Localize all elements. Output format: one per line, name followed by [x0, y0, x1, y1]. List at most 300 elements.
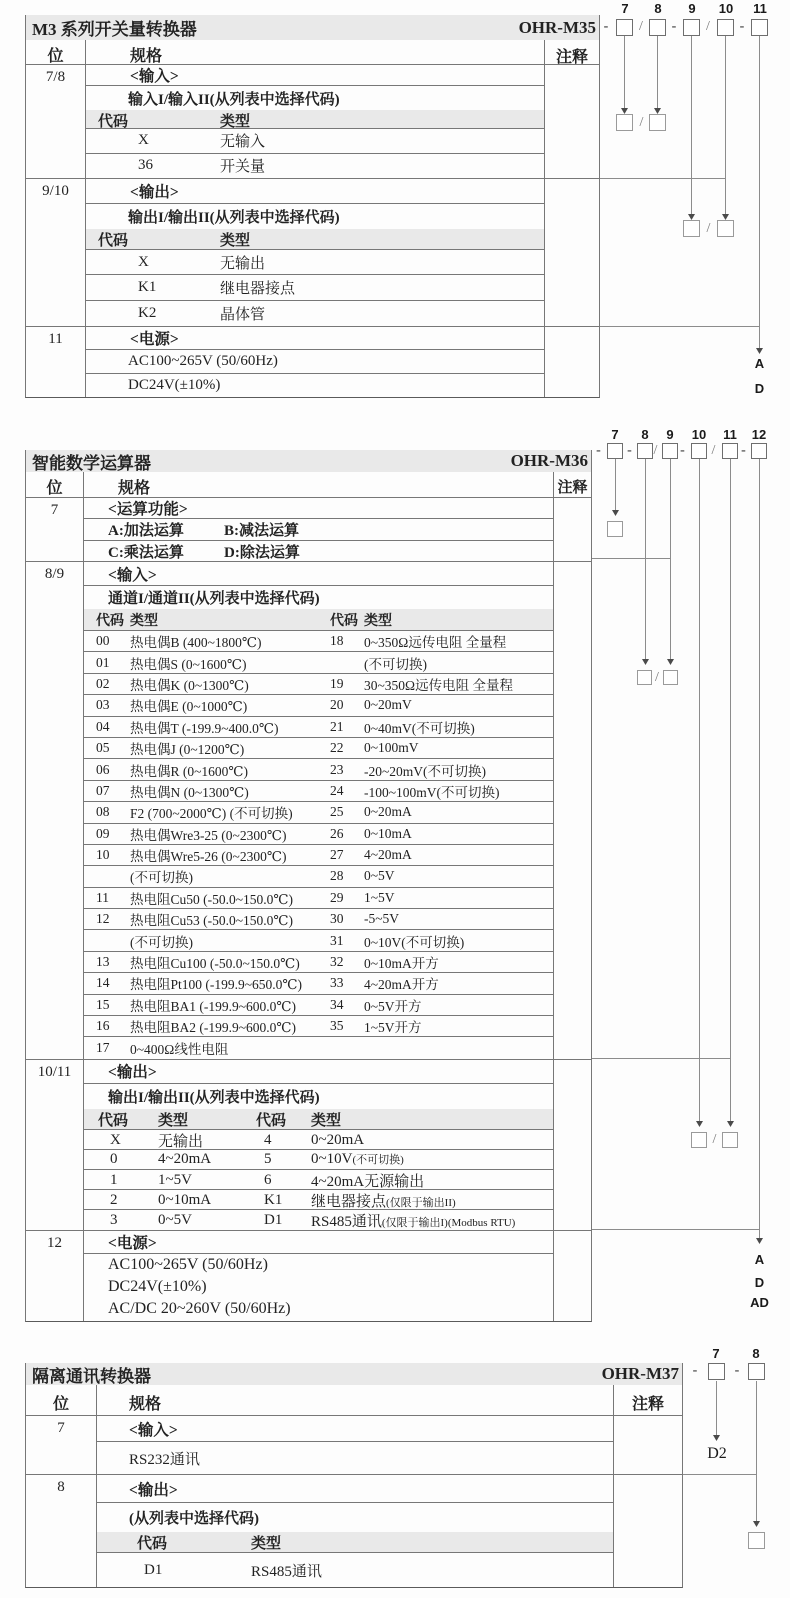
type-value: [130, 631, 330, 651]
code-list: [86, 250, 544, 326]
code-value: [96, 975, 130, 991]
cell-text: 0~10mA: [158, 1191, 212, 1208]
cell-text: (不可切换): [130, 934, 193, 950]
code-row: [97, 1553, 613, 1587]
code-value: [96, 697, 130, 713]
type-value: [311, 1190, 553, 1211]
code-value: [96, 676, 130, 692]
pair-separator: /: [655, 670, 659, 685]
code-value: [98, 254, 220, 271]
cell-text: 20: [330, 697, 344, 713]
model-code: OHR-M35: [518, 17, 596, 37]
cell-text: 热电阻Pt100 (-199.9~650.0℃): [130, 977, 303, 993]
type-value: [130, 738, 330, 758]
type-value: [311, 1170, 553, 1191]
cell-text: 02: [96, 675, 110, 691]
cell-text: 5: [264, 1150, 272, 1167]
cell-text: 热电偶E (0~1000℃): [130, 699, 248, 715]
code-value: [330, 890, 364, 906]
digit-position-label: 7: [621, 1, 629, 16]
code-value: [330, 1018, 364, 1034]
cell-text: -20~20mV(不可切换): [364, 763, 487, 779]
type-value: [158, 1130, 256, 1151]
arrowheads: [612, 108, 763, 1527]
code-value: [96, 719, 130, 735]
code-row: [84, 824, 553, 845]
code-row: [84, 631, 553, 652]
code-digit-box: [637, 443, 653, 459]
type-value: [364, 826, 553, 842]
code-separator: -: [692, 1363, 698, 1378]
type-col-label: 类型: [364, 613, 392, 629]
code-row: [84, 930, 553, 951]
cell-text: 01: [96, 654, 110, 670]
code-digit-box: [751, 19, 768, 36]
type-value: [130, 802, 330, 822]
cell-text: 0~5V: [364, 868, 395, 884]
type-value: [364, 1016, 553, 1036]
power-option: AC/DC 20~260V (50/60Hz): [108, 1300, 291, 1318]
type-value: [220, 277, 544, 298]
code-row: [84, 995, 553, 1016]
section-output: [26, 1059, 591, 1230]
code-value: [330, 633, 364, 649]
type-value: [130, 1038, 330, 1058]
cell-text: 28: [330, 868, 344, 884]
code-value: [98, 132, 220, 149]
code-digit-box: [616, 19, 633, 36]
code-value: [96, 783, 130, 799]
function-row: [84, 519, 553, 541]
cell-text: 18: [330, 633, 344, 649]
table-m35-titlebar: [26, 15, 599, 40]
section-desc: 输出I/输出II(从列表中选择代码): [108, 1089, 320, 1106]
code-row: [86, 301, 544, 326]
code-separator: -: [734, 1363, 740, 1378]
code-row: [84, 652, 553, 673]
section-pos: 12: [26, 1231, 84, 1321]
col-header-note: 注释: [613, 1385, 682, 1415]
code-row: [84, 802, 553, 823]
code-value: [96, 954, 130, 970]
section-power: [26, 326, 599, 397]
power-code-label: A: [754, 356, 765, 371]
type-value: [364, 697, 553, 713]
cell-text: 34: [330, 996, 344, 1012]
cell-text: 0~10V: [311, 1150, 353, 1167]
type-col-label: 类型: [311, 1112, 342, 1129]
code-value: [98, 305, 220, 322]
code-value: [96, 847, 130, 863]
cell-text: K1: [264, 1191, 283, 1208]
power-code-label: AD: [750, 1295, 769, 1310]
type-value: [130, 866, 330, 886]
note-cell: [544, 179, 599, 326]
type-value: [130, 888, 330, 908]
code-col-label: 代码: [330, 613, 358, 629]
cell-text: 1: [110, 1171, 118, 1188]
type-value: [364, 868, 553, 884]
cell-text: 热电偶S (0~1600℃): [130, 656, 247, 672]
type-col-label: 类型: [220, 233, 251, 249]
type-value: [130, 781, 330, 801]
section-desc: 输出I/输出II(从列表中选择代码): [128, 210, 340, 226]
column-header-row: [26, 472, 591, 497]
function-option: D:除法运算: [224, 545, 300, 561]
cell-text: 1~5V: [364, 889, 395, 905]
code-row: [84, 1130, 553, 1150]
code-target-box: [607, 521, 623, 537]
code-value: [98, 279, 220, 296]
code-list-header: [86, 229, 544, 250]
code-row: [84, 738, 553, 759]
col-header-note: 注释: [544, 40, 599, 64]
code-target-box: [691, 1132, 707, 1148]
section-pos: 7: [26, 498, 84, 561]
code-separator: -: [680, 443, 685, 458]
col-header-pos: 位: [26, 40, 86, 64]
cell-text: 14: [96, 975, 110, 991]
code-value: [330, 954, 364, 970]
section-pos: 8: [26, 1475, 97, 1587]
model-code: OHR-M36: [510, 451, 588, 470]
cell-text: 开关量: [220, 159, 266, 176]
cell-text: -5~5V: [364, 911, 400, 927]
table-m36-titlebar: [26, 450, 591, 472]
code-row: [84, 1210, 553, 1230]
section-tag: <输入>: [86, 65, 544, 86]
code-row: [84, 1037, 553, 1058]
table-m37: [25, 1363, 683, 1588]
function-option: B:减法运算: [224, 523, 300, 539]
section-input: [26, 64, 599, 178]
section-tag: <电源>: [86, 327, 544, 350]
cell-text: 2: [110, 1191, 118, 1208]
type-value: [220, 252, 544, 273]
digit-position-label: 9: [688, 1, 696, 16]
cell-text: 27: [330, 847, 344, 863]
type-value: [251, 1560, 613, 1581]
note-cell: [544, 65, 599, 178]
type-value: [364, 890, 553, 906]
code-value: [330, 933, 364, 949]
function-option: A:加法运算: [108, 523, 184, 539]
code-target-box: [683, 220, 700, 237]
code-digit-box: [662, 443, 678, 459]
power-option: AC100~265V (50/60Hz): [86, 350, 544, 374]
section-pos: 7/8: [26, 65, 86, 178]
type-value: [130, 973, 330, 993]
cell-text: X: [138, 132, 149, 149]
section-tag: <输出>: [84, 1060, 553, 1084]
cell-text: 热电偶T (-199.9~400.0℃): [130, 720, 279, 736]
type-col-label: 类型: [130, 613, 158, 629]
cell-text: 热电阻Cu100 (-50.0~150.0℃): [130, 956, 300, 972]
code-row: [84, 845, 553, 866]
digit-position-label: 9: [666, 427, 674, 442]
section-tag: <运算功能>: [84, 498, 553, 519]
cell-text: 无输入: [220, 134, 266, 151]
cell-text: 11: [96, 889, 109, 905]
input-code-label: D2: [707, 1445, 727, 1462]
table-m35: [25, 15, 600, 398]
code-row: [84, 759, 553, 780]
cell-text: K1: [138, 278, 157, 295]
cell-text: 4~20mA: [364, 847, 412, 863]
section-pos: 10/11: [26, 1060, 84, 1230]
code-value: [330, 911, 364, 927]
code-row: [84, 973, 553, 994]
code-value: [330, 868, 364, 884]
type-value: [130, 824, 330, 844]
type-value: [130, 845, 330, 865]
type-value: [311, 1151, 553, 1168]
type-value: [130, 674, 330, 694]
pair-separator: /: [712, 1132, 717, 1147]
type-value: [130, 952, 330, 972]
digit-position-label: 11: [723, 427, 737, 442]
cell-text: 热电偶Wre3-25 (0~2300℃): [130, 827, 287, 843]
code-list-header: [84, 609, 553, 631]
cell-text-small: (仅限于输出I)(Modbus RTU): [381, 1216, 516, 1229]
type-value: [364, 781, 553, 801]
type-value: [130, 760, 330, 780]
cell-text: 0~5V: [158, 1211, 192, 1228]
pair-separator: /: [706, 221, 711, 236]
cell-text: 07: [96, 782, 110, 798]
section-input: [26, 1415, 682, 1474]
model-code: OHR-M37: [601, 1364, 679, 1383]
cell-text: 继电器接点: [220, 280, 296, 297]
col-header-note: 注释: [553, 472, 591, 497]
cell-text: 无输出: [158, 1133, 204, 1150]
code-col-label: 代码: [98, 1112, 129, 1129]
col-header-pos: 位: [26, 472, 84, 497]
type-value: [364, 804, 553, 820]
col-header-spec: 规格: [118, 480, 151, 497]
cell-text: 0~20mV: [364, 697, 412, 713]
cell-text: 17: [96, 1040, 110, 1056]
cell-text: 33: [330, 975, 344, 991]
type-value: [364, 995, 553, 1015]
code-value: [330, 997, 364, 1013]
code-value: [98, 1192, 158, 1209]
cell-text: 0~100mV: [364, 740, 419, 756]
section-input: [26, 561, 591, 1059]
code-row: [84, 1190, 553, 1210]
code-col-label: 代码: [98, 114, 129, 130]
power-code-label: D: [754, 381, 765, 396]
type-value: [220, 155, 544, 176]
code-row: [86, 154, 544, 179]
code-col-label: 代码: [256, 1112, 287, 1129]
code-row: [84, 781, 553, 802]
type-value: [364, 631, 553, 651]
cell-text: 36: [138, 157, 153, 174]
code-value: [96, 890, 130, 906]
code-value: [330, 676, 364, 692]
code-separator: -: [671, 19, 677, 34]
cell-text: 4~20mA开方: [364, 977, 439, 993]
cell-text: 热电阻BA1 (-199.9~600.0℃): [130, 998, 297, 1014]
type-value: [158, 1172, 256, 1189]
cell-text: 热电阻Cu50 (-50.0~150.0℃): [130, 891, 294, 907]
code-separator: /: [653, 443, 658, 458]
table-m37-titlebar: [26, 1363, 682, 1385]
code-value: [96, 1040, 130, 1056]
section-tag: <输入>: [97, 1416, 613, 1442]
code-value: [98, 1212, 158, 1229]
code-digit-box: [751, 443, 767, 459]
code-list-header: [86, 110, 544, 129]
cell-text: 25: [330, 804, 344, 820]
cell-text: 3: [110, 1211, 118, 1228]
code-col-label: 代码: [137, 1536, 168, 1552]
type-value: [220, 303, 544, 324]
cell-text: 0~5V开方: [364, 998, 422, 1014]
code-value: [96, 633, 130, 649]
note-cell: [613, 1416, 682, 1474]
type-value: [130, 1016, 330, 1036]
type-col-label: 类型: [220, 114, 251, 130]
cell-text: 4~20mA无源输出: [311, 1173, 425, 1190]
type-value: [220, 130, 544, 151]
cell-text: D1: [264, 1211, 283, 1228]
section-tag: <输出>: [97, 1475, 613, 1503]
cell-text: RS485通讯: [251, 1563, 322, 1580]
cell-text: 16: [96, 1018, 110, 1034]
code-row: [86, 250, 544, 275]
section-power: [26, 1230, 591, 1321]
code-list: [86, 129, 544, 178]
code-target-box: [649, 114, 666, 131]
code-value: [330, 762, 364, 778]
table-title: M3 系列开关量转换器: [32, 20, 197, 39]
cell-text: K2: [138, 304, 157, 321]
power-option: AC100~265V (50/60Hz): [108, 1256, 268, 1274]
cell-text: 0: [110, 1150, 118, 1167]
cell-text: 继电器接点: [311, 1193, 387, 1210]
code-value: [330, 804, 364, 820]
cell-text: 08: [96, 804, 110, 820]
code-value: [96, 655, 130, 671]
cell-text: 29: [330, 889, 344, 905]
power-option: DC24V(±10%): [128, 376, 221, 393]
code-value: [330, 719, 364, 735]
code-target-box: [663, 670, 678, 685]
code-digit-box: [649, 19, 666, 36]
code-digit-box: [722, 443, 738, 459]
section-function: [26, 497, 591, 561]
digit-position-label: 8: [752, 1346, 760, 1361]
cell-text: 03: [96, 697, 110, 713]
cell-text: 09: [96, 825, 110, 841]
code-separator: /: [711, 443, 716, 458]
code-value: [330, 826, 364, 842]
power-code-label: A: [754, 1252, 765, 1267]
code-row: [86, 275, 544, 300]
type-value: [364, 653, 553, 673]
type-value: [364, 973, 553, 993]
cell-text: 晶体管: [220, 306, 266, 323]
code-value: [330, 847, 364, 863]
type-value: [311, 1210, 553, 1231]
cell-text: 0~10V(不可切换): [364, 934, 465, 950]
cell-text: 19: [330, 675, 344, 691]
code-row: [84, 866, 553, 887]
cell-text: 00: [96, 633, 110, 649]
digit-position-label: 7: [611, 427, 619, 442]
code-value: [96, 1018, 130, 1034]
code-list-header: [84, 1109, 553, 1130]
type-value: [311, 1132, 553, 1149]
cell-text-small: (不可切换): [352, 1153, 404, 1166]
table-title: 隔离通讯转换器: [32, 1366, 151, 1386]
cell-text: 0~40mV(不可切换): [364, 720, 475, 736]
power-option: DC24V(±10%): [108, 1278, 207, 1296]
type-value: [364, 760, 553, 780]
type-value: [364, 740, 553, 756]
code-value: [98, 1172, 158, 1189]
code-value: [256, 1132, 311, 1149]
cell-text: 21: [330, 718, 344, 734]
code-digit-box: [717, 19, 734, 36]
cell-text: 0~10mA开方: [364, 956, 439, 972]
function-option: C:乘法运算: [108, 545, 184, 561]
code-value: [330, 975, 364, 991]
type-value: [130, 653, 330, 673]
code-row: [84, 952, 553, 973]
code-value: [330, 740, 364, 756]
type-value: [158, 1212, 256, 1229]
cell-text: 4: [264, 1131, 272, 1148]
note-cell: [544, 327, 599, 397]
code-row: [84, 1150, 553, 1170]
cell-text: 热电偶N (0~1300℃): [130, 784, 249, 800]
section-pos: 11: [26, 327, 86, 397]
digit-position-label: 7: [712, 1346, 720, 1361]
cell-text: 1~5V: [158, 1171, 192, 1188]
cell-text: 热电偶J (0~1200℃): [130, 742, 245, 758]
digit-position-label: 10: [691, 427, 707, 442]
cell-text: 12: [96, 911, 110, 927]
code-value: [256, 1172, 311, 1189]
column-header-row: [26, 40, 599, 64]
cell-text: 06: [96, 761, 110, 777]
type-col-label: 类型: [158, 1112, 189, 1129]
cell-text: 32: [330, 954, 344, 970]
section-pos: 9/10: [26, 179, 86, 326]
code-target-box: [616, 114, 633, 131]
digit-position-label: 8: [654, 1, 662, 16]
code-list: [97, 1553, 613, 1587]
code-separator: -: [741, 443, 746, 458]
code-target-box: [717, 220, 734, 237]
type-value: [130, 695, 330, 715]
code-value: [256, 1192, 311, 1209]
section-pos: 7: [26, 1416, 97, 1474]
digit-position-label: 10: [718, 1, 734, 16]
cell-text: 05: [96, 740, 110, 756]
code-list: [84, 631, 553, 1059]
cell-text: 热电偶B (400~1800℃): [130, 635, 262, 651]
code-row: [86, 129, 544, 154]
code-value: [330, 783, 364, 799]
code-target-box: [748, 1532, 765, 1549]
cell-text: 0~350Ω远传电阻 全量程: [364, 635, 507, 651]
code-value: [96, 911, 130, 927]
code-digit-box: [748, 1363, 765, 1380]
